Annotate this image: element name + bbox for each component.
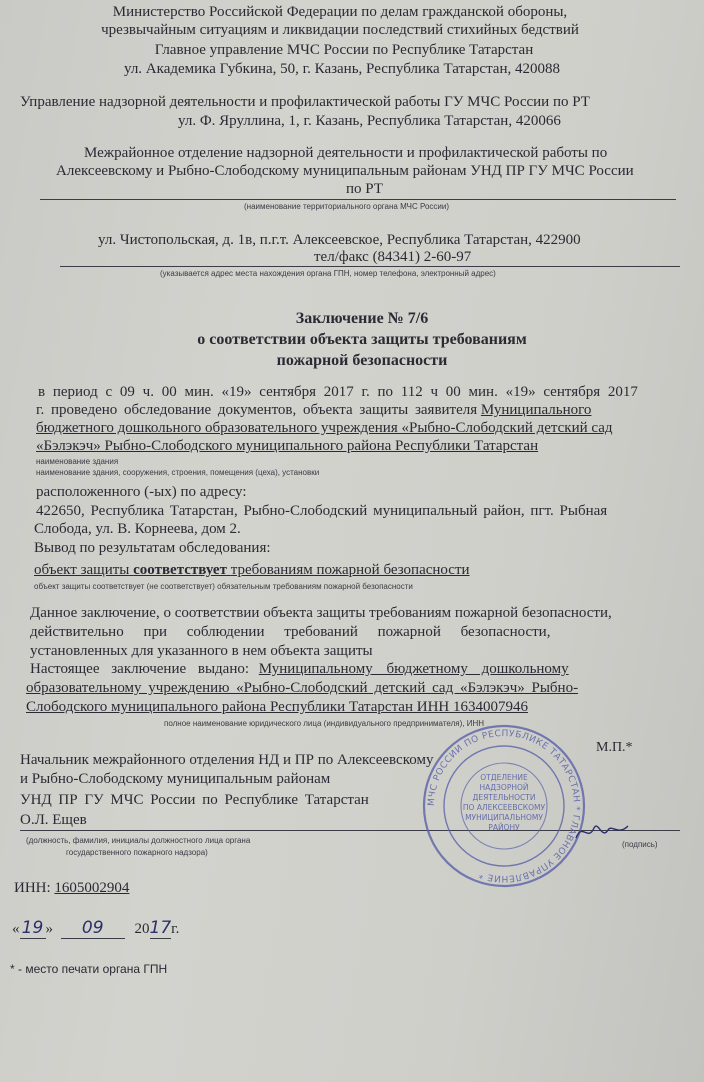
header-supervision-address: ул. Ф. Яруллина, 1, г. Казань, Республика Татарстан, 420066 (178, 113, 561, 129)
title-line-3: пожарной безопасности (276, 352, 448, 369)
issued-recipient-2: образовательному учреждению «Рыбно-Слободский детский сад «Бэлэкэч» Рыбно- (26, 680, 579, 696)
rule-address (60, 266, 680, 267)
seal-text-6: РАЙОНУ (488, 823, 520, 832)
caption-building-1: наименование здания (36, 457, 119, 466)
caption-building-2: наименование здания, сооружения, строения, помещения (цеха), установки (36, 468, 320, 477)
footnote-seal: * - место печати органа ГПН (10, 962, 168, 976)
date-day-handwritten: 19 (20, 918, 46, 939)
caption-position-2: государственного пожарного надзора) (66, 848, 208, 857)
header-interdistrict-3: по РТ (346, 181, 383, 197)
date-row (12, 918, 179, 939)
issued-label: Настоящее заключение выдано: (30, 661, 250, 677)
conclusion-label: Вывод по результатам обследования: (34, 540, 271, 556)
signatory-line-3: УНД ПР ГУ МЧС России по Республике Татарстан (20, 792, 369, 808)
object-address-1: 422650, Республика Татарстан, Рыбно-Слободский муниципальный район, пгт. Рыбная (36, 503, 608, 519)
signatory-name: О.Л. Ещев (20, 812, 87, 828)
inn-label: ИНН: (14, 880, 51, 896)
conclusion-complies: соответствует (133, 562, 227, 578)
conclusion-requirements: требованиям пожарной безопасности (230, 562, 470, 578)
caption-signature: (подпись) (622, 840, 658, 849)
date-close-quote: » (45, 921, 53, 937)
object-address-2: Слобода, ул. В. Корнеева, дом 2. (34, 521, 241, 537)
caption-issued: полное наименование юридического лица (индивидуального предпринимателя), ИНН (164, 719, 485, 728)
seal-text-5: МУНИЦИПАЛЬНОМУ (465, 813, 543, 822)
header-supervision: Управление надзорной деятельности и профилактической работы ГУ МЧС России по РТ (20, 94, 590, 110)
handwritten-signature (572, 818, 632, 846)
caption-address: (указывается адрес места нахождения органа ГПН, номер телефона, электронный адрес) (160, 269, 496, 278)
seal-text-1: ОТДЕЛЕНИЕ (480, 773, 528, 782)
official-seal-stamp (420, 722, 588, 890)
applicant-name-2: бюджетного дошкольного образовательного учреждения «Рыбно-Слободский детский сад (36, 420, 613, 436)
header-phone: тел/факс (84341) 2-60-97 (314, 249, 472, 265)
caption-conclusion: объект защиты соответствует (не соответствует) обязательным требованиям пожарной безопасности (34, 582, 413, 591)
inn-row (14, 880, 129, 897)
valid-line-3: установленных для указанного в нем объекта защиты (30, 643, 373, 659)
applicant-name-start: Муниципального (480, 402, 592, 418)
header-interdistrict-1: Межрайонное отделение надзорной деятельности и профилактической работы по (84, 145, 608, 161)
caption-position-1: (должность, фамилия, инициалы должностного лица органа (26, 836, 251, 845)
issued-recipient-1: Муниципальному бюджетному дошкольному (258, 661, 569, 677)
date-year-handwritten: 17 (149, 918, 172, 938)
seal-text-3: ДЕЯТЕЛЬНОСТИ (472, 793, 536, 802)
applicant-name-3: «Бэлэкэч» Рыбно-Слободского муниципального района Республики Татарстан (36, 438, 539, 454)
rule-body (40, 199, 676, 200)
caption-body: (наименование территориального органа МЧС России) (244, 202, 450, 211)
conclusion-text (34, 562, 470, 579)
seal-place-label: М.П.* (596, 740, 633, 755)
signatory-line-1: Начальник межрайонного отделения НД и ПР по Алексеевскому (20, 752, 434, 768)
period-line-1: в период с 09 ч. 00 мин. «19» сентября 2017 г. по 112 ч 00 мин. «19» сентября 2017 (38, 384, 638, 400)
period-line-2 (36, 402, 591, 419)
issued-line-1 (30, 661, 569, 678)
header-main-address: ул. Академика Губкина, 50, г. Казань, Республика Татарстан, 420088 (123, 61, 560, 77)
signatory-line-2: и Рыбно-Слободскому муниципальным районам (20, 771, 331, 787)
header-interdistrict-2: Алексеевскому и Рыбно-Слободскому муниципальным районам УНД ПР ГУ МЧС России (56, 163, 634, 179)
seal-ring-text: МЧС РОССИИ ПО РЕСПУБЛИКЕ ТАТАРСТАН * ГЛАВНОЕ УПРАВЛЕНИЕ * (426, 728, 582, 884)
seal-text-2: НАДЗОРНОЙ (479, 783, 529, 792)
date-suffix: г. (171, 921, 180, 937)
date-open-quote: « (12, 921, 20, 937)
valid-line-1: Данное заключение, о соответствии объекта защиты требованиям пожарной безопасности, (30, 605, 612, 621)
issued-recipient-3: Слободского муниципального района Республики Татарстан ИНН 1634007946 (26, 699, 528, 715)
valid-line-2: действительно при соблюдении требований пожарной безопасности, (30, 624, 551, 640)
period-line-2-text: г. проведено обследование документов, объекта защиты заявителя (36, 402, 478, 418)
date-year-prefix: 20 (134, 921, 150, 937)
located-label: расположенного (-ых) по адресу: (36, 484, 247, 500)
date-month-handwritten: 09 (61, 918, 125, 939)
header-main-dept: Главное управление МЧС России по Республике Татарстан (154, 42, 534, 58)
title-line-2: о соответствии объекта защиты требованиям (197, 331, 527, 348)
header-address: ул. Чистопольская, д. 1в, п.г.т. Алексеевское, Республика Татарстан, 422900 (98, 232, 581, 248)
title-line-1: Заключение № 7/6 (295, 310, 429, 327)
inn-value: 1605002904 (54, 880, 130, 896)
seal-text-4: ПО АЛЕКСЕЕВСКОМУ (462, 803, 546, 812)
header-ministry: Министерство Российской Федерации по делам гражданской обороны, (112, 4, 568, 20)
header-ministry-2: чрезвычайным ситуациям и ликвидации последствий стихийных бедствий (101, 22, 579, 38)
conclusion-object: объект защиты (34, 562, 130, 578)
